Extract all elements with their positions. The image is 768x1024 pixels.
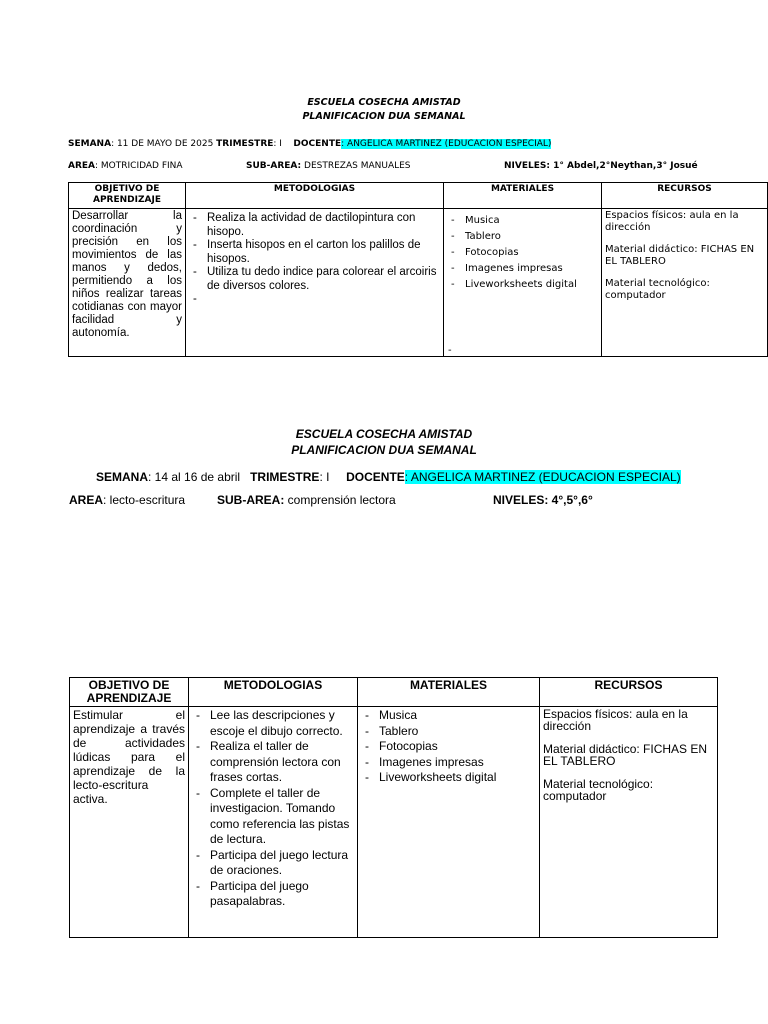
list-item: - Musica [465,213,598,229]
niveles-label: NIVELES: 1° Abdel,2°Neythan,3° Josué [504,161,698,171]
docente-value: : ANGELICA MARTINEZ (EDUCACION ESPECIAL) [404,470,681,484]
list-item: - Fotocopias [379,739,536,755]
docente-label: DOCENTE [346,470,405,484]
semana-line [96,470,681,484]
semana-label: SEMANA [68,139,112,149]
semana-value: : 14 al 16 de abril [148,470,244,484]
list-item [207,293,440,307]
planning-table-1 [68,182,768,357]
trimestre-label: TRIMESTRE [250,470,320,484]
col-objetivo: OBJETIVO DE APRENDIZAJE [70,678,189,707]
list-item: - Imagenes impresas [379,755,536,771]
recurso-tecnologico: Material tecnológico: computador [605,278,710,301]
materiales-cell [444,209,602,357]
objetivo-cell: Desarrollar la coordinación y precisión en los movimientos de las manos y dedos, permitiendo a los niños realizar tareas cotidianas con mayor facilidad y autonomía. [69,209,186,357]
list-item: - Tablero [465,229,598,245]
col-materiales: MATERIALES [444,183,602,209]
trimestre-value: : I [319,470,333,484]
list-item: - Realiza la actividad de dactilopintura con hisopo. [207,212,440,239]
area-value: : lecto-escritura [103,493,186,507]
list-item: - Inserta hisopos en el carton los palillos de hisopos. [207,239,440,266]
subarea-value: comprensión lectora [284,493,396,507]
col-metodologias: METODOLOGIAS [186,183,444,209]
area-line [69,493,185,507]
subarea-value: DESTREZAS MANUALES [301,161,411,171]
semana-line [68,139,551,149]
niveles-line [493,493,593,507]
area-label: AREA [68,161,96,171]
metodologias-cell [186,209,444,357]
list-item: - Liveworksheets digital [465,277,598,293]
subarea-line [217,493,396,507]
subarea-label: SUB-AREA: [246,161,302,171]
trimestre-value: : I [273,139,285,149]
metodologias-cell [189,707,358,938]
planning-table-2 [69,677,718,938]
area-line [68,161,183,171]
list-item: - Participa del juego pasapalabras. [210,879,354,910]
list-item: - Fotocopias [465,245,598,261]
subarea-line [246,161,411,171]
col-metodologias: METODOLOGIAS [189,678,358,707]
trimestre-label: TRIMESTRE [216,139,274,149]
list-item: - Musica [379,708,536,724]
list-item: - Utiliza tu dedo indice para colorear el arcoiris de diversos colores. [207,266,440,293]
recursos-cell [540,707,718,938]
list-item: - Liveworksheets digital [379,770,536,786]
objetivo-cell: Estimular el aprendizaje a través de actividades lúdicas para el aprendizaje de la lecto-escritura activa. [70,707,189,938]
materiales-cell [358,707,540,938]
list-item: - Tablero [379,724,536,740]
recurso-espacios: Espacios físicos: aula en la dirección [543,707,688,733]
school-title: ESCUELA COSECHA AMISTAD [307,97,461,108]
niveles-line [504,161,698,171]
semana-value: : 11 DE MAYO DE 2025 [111,139,217,149]
list-item: - Participa del juego lectura de oraciones. [210,848,354,879]
trailing-dash: - [448,345,452,356]
subarea-label: SUB-AREA: [217,493,285,507]
recurso-tecnologico: Material tecnológico: computador [543,777,654,803]
area-value: : MOTRICIDAD FINA [95,161,183,171]
recursos-cell [602,209,768,357]
list-item: - Realiza el taller de comprensión lectora con frases cortas. [210,739,354,786]
list-item: - Imagenes impresas [465,261,598,277]
col-recursos: RECURSOS [602,183,768,209]
plan-title: PLANIFICACION DUA SEMANAL [302,111,466,122]
list-item: - Complete el taller de investigacion. Tomando como referencia las pistas de lectura. [210,786,354,848]
niveles-label: NIVELES: 4°,5°,6° [493,493,593,507]
recurso-didactico: Material didáctico: FICHAS EN EL TABLERO [605,244,755,267]
docente-label: DOCENTE [293,139,342,149]
col-recursos: RECURSOS [540,678,718,707]
school-title: ESCUELA COSECHA AMISTAD [295,427,473,441]
recurso-espacios: Espacios físicos: aula en la dirección [605,210,739,233]
col-materiales: MATERIALES [358,678,540,707]
plan-title: PLANIFICACION DUA SEMANAL [291,443,477,457]
docente-value: : ANGELICA MARTINEZ (EDUCACION ESPECIAL) [341,139,552,149]
list-item: - Lee las descripciones y escoje el dibujo correcto. [210,708,354,739]
col-objetivo: OBJETIVO DE APRENDIZAJE [69,183,186,209]
area-label: AREA [69,493,104,507]
semana-label: SEMANA [96,470,149,484]
recurso-didactico: Material didáctico: FICHAS EN EL TABLERO [543,742,708,768]
